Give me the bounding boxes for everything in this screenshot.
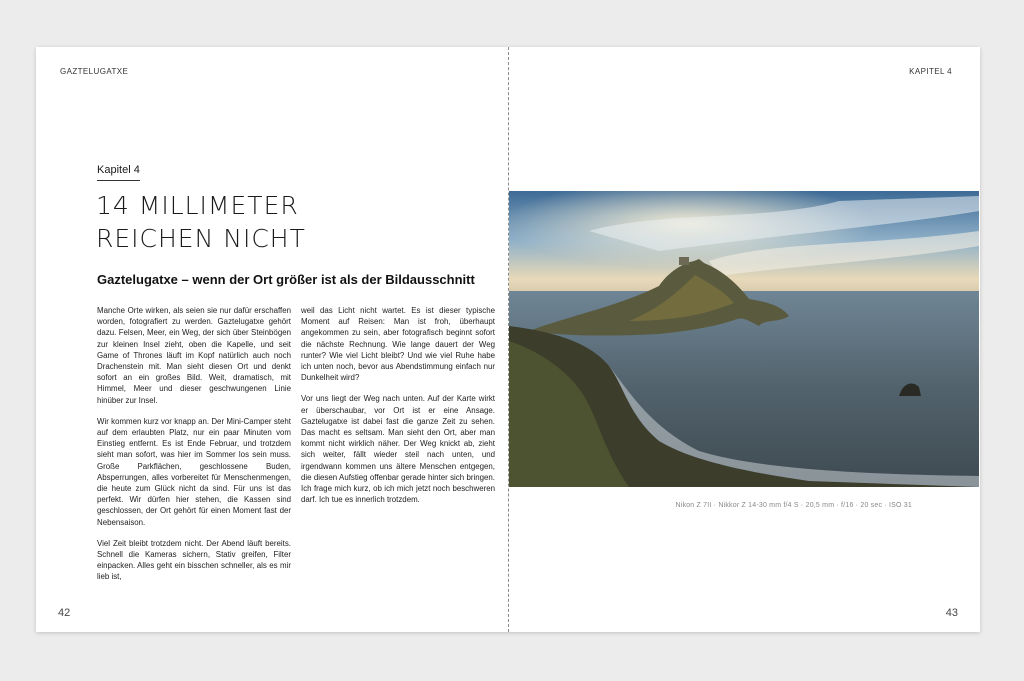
book-spread [36,47,980,632]
paragraph: Viel Zeit bleibt trotzdem nicht. Der Abend läuft bereits. Schnell die Kameras sichern, Stativ greifen, Filter einpacken. Alles geht ein bisschen schneller, als es mir lieb ist, [97,538,291,582]
chapter-label: Kapitel 4 [97,164,140,181]
paragraph: Manche Orte wirken, als seien sie nur dafür erschaffen worden, fotografiert zu werden. Gaztelugatxe gehört dazu. Felsen, Meer, ein Weg, der sich über Steinbögen zur kleinen Insel zieht, oben die Kapelle, und seit Game of Thrones läuft im Kopf natürlich auch noch Drachenstein mit. Man sieht diesen Ort und denkt sofort an ein großes Bild. Weit, dramatisch, mit Himmel, Meer und dieser geschwungenen Linie hinüber zur Insel. [97,306,291,405]
page-number-right: 43 [945,607,958,619]
text-column-right [301,305,495,515]
landscape-photo [509,191,979,487]
title-line-2: REICHEN NICHT [96,224,306,253]
paragraph: Vor uns liegt der Weg nach unten. Auf der Karte wirkt er überschaubar, vor Ort ist er eine Ansage. Gaztelugatxe ist dabei fast die ganze Zeit zu sehen. Das macht es seltsam. Man sieht den Ort, aber man kommt nicht wirklich näher. Der Weg knickt ab, zieht sich weiter, fällt wieder steil nach unten, und irgendwann kommen uns ältere Menschen entgegen, die diesen Aufstieg offenbar gerade hinter sich bringen. Ich frage mich kurz, ob ich mich jetzt noch beschweren darf. Ich tue es innerlich trotzdem. [301,394,495,505]
running-head-right: KAPITEL 4 [909,67,952,76]
paragraph: Wir kommen kurz vor knapp an. Der Mini-Camper steht auf dem erlaubten Platz, nur ein paar Minuten vom Einstieg entfernt. Es ist Ende Februar, und trotzdem sieht man sofort, was hier im Sommer los sein muss. Große Parkflächen, geschlossene Buden, Absperrungen, alles vorbereitet für Menschenmengen, die heute zum Glück nicht da sind. Für uns ist das perfekt. Wir dürfen hier stehen, die Kassen sind geschlossen, der Ort gehört für einen Moment fast der Nebensaison. [97,416,291,527]
chapter-subtitle: Gaztelugatxe – wenn der Ort größer ist als der Bildausschnitt [97,272,475,287]
running-head-left: GAZTELUGATXE [60,67,129,76]
page-number-left: 42 [58,607,71,619]
paragraph: weil das Licht nicht wartet. Es ist dieser typische Moment auf Reisen: Man ist froh, überhaupt angekommen zu sein, aber fotografisch beginnt sofort die nächste Rechnung. Wie lange dauert der Weg runter? Wie viel Licht bleibt? Und wie viel Ruhe habe ich unten noch, bevor aus Abendstimmung einfach nur Dunkelheit wird? [301,306,495,383]
text-column-left [97,305,291,593]
chapter-title [96,189,456,255]
title-line-1: 14 MILLIMETER [96,191,299,220]
photo-caption: Nikon Z 7II · Nikkor Z 14-30 mm f/4 S · 20,5 mm · f/16 · 20 sec · ISO 31 [675,502,912,509]
